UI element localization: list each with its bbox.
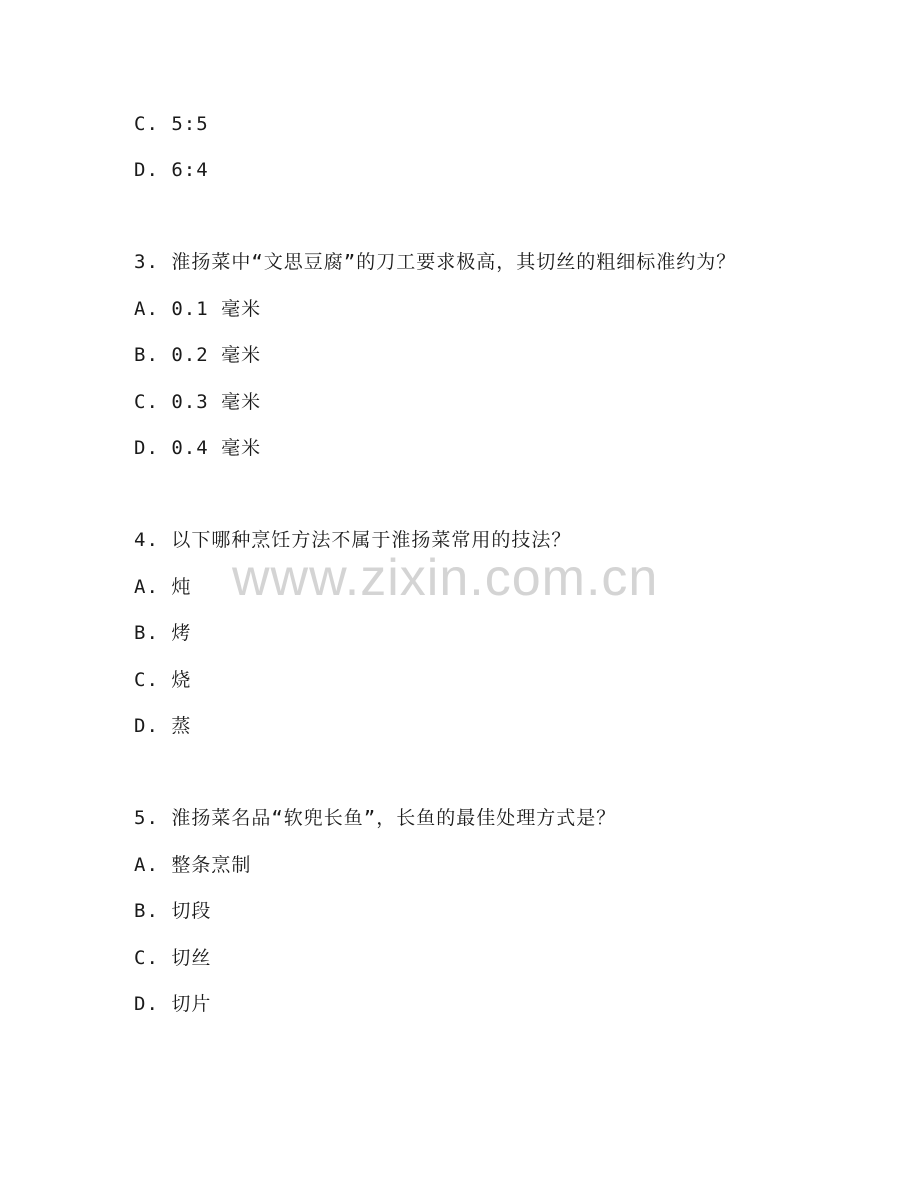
watermark: www.zixin.com.cn — [232, 549, 659, 607]
q4-option-b: B. 烤 — [134, 622, 192, 644]
q5-option-b: B. 切段 — [134, 900, 212, 922]
q4-option-a: A. 炖 — [134, 576, 192, 598]
q3-question: 3. 淮扬菜中“文思豆腐”的刀工要求极高，其切丝的粗细标准约为？ — [134, 251, 737, 273]
q3-option-c: C. 0.3 毫米 — [134, 391, 262, 413]
q5-question: 5. 淮扬菜名品“软兜长鱼”，长鱼的最佳处理方式是？ — [134, 807, 617, 829]
q3-option-a: A. 0.1 毫米 — [134, 298, 262, 320]
q5-option-c: C. 切丝 — [134, 947, 212, 969]
q4-option-d: D. 蒸 — [134, 715, 192, 737]
q3-option-d: D. 0.4 毫米 — [134, 437, 262, 459]
q2-option-d: D. 6:4 — [134, 159, 209, 181]
q3-option-b: B. 0.2 毫米 — [134, 344, 262, 366]
q5-option-d: D. 切片 — [134, 993, 212, 1015]
q4-question: 4. 以下哪种烹饪方法不属于淮扬菜常用的技法？ — [134, 529, 572, 551]
q2-option-c: C. 5:5 — [134, 113, 209, 135]
q5-option-a: A. 整条烹制 — [134, 854, 252, 876]
q4-option-c: C. 烧 — [134, 669, 192, 691]
